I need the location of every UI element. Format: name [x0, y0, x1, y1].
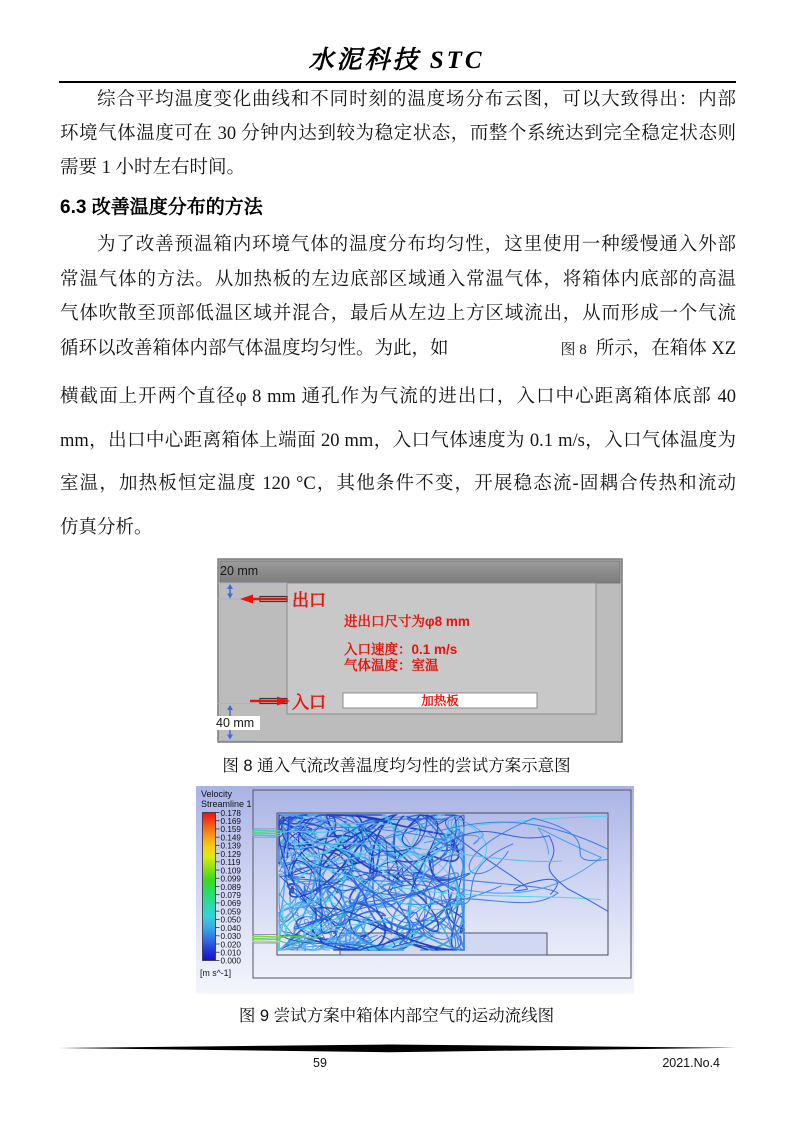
dimension-bottom-label: 40 mm	[216, 716, 255, 730]
section-heading: 6.3 改善温度分布的方法	[60, 197, 263, 218]
streamline-path	[253, 830, 280, 831]
body-text: 所示，在箱体 XZ	[595, 338, 736, 359]
legend-value: 0.079	[220, 891, 241, 900]
legend-value: 0.050	[220, 915, 241, 925]
legend-value: 0.000	[220, 956, 241, 966]
paragraph-1	[60, 83, 736, 185]
body-line: 需要 1 小时左右时间。	[60, 158, 246, 178]
legend-value: 0.040	[220, 923, 241, 933]
footer-rule-shape	[59, 1045, 736, 1053]
legend-value: 0.169	[220, 817, 241, 826]
streamline-path	[253, 941, 280, 942]
legend-colorbar	[203, 813, 216, 961]
body-text: 循环以改善箱体内部气体温度均匀性。为此，如	[60, 338, 449, 359]
dimension-top-label: 20 mm	[220, 564, 259, 578]
legend-title: Velocity	[201, 789, 233, 799]
body-line: 环境气体温度可在 30 分钟内达到较为稳定状态，而整个系统达到完全稳定状态则	[60, 124, 736, 144]
box-top-lid	[220, 561, 620, 583]
legend-subtitle: Streamline 1	[201, 799, 252, 809]
paragraph-2-upper	[60, 228, 736, 366]
streamline-path	[253, 833, 280, 834]
legend-value: 0.129	[220, 849, 241, 859]
legend-value: 0.159	[220, 825, 241, 835]
body-line: mm，出口中心距离箱体上端面 20 mm，入口气体速度为 0.1 m/s，入口气体温度为	[60, 430, 736, 451]
body-line: 常温气体的方法。从加热板的左边底部区域通入常温气体，将箱体内底部的高温	[60, 269, 736, 290]
legend-value: 0.119	[220, 858, 241, 868]
legend-value: 0.020	[220, 940, 241, 950]
figure9-streamline-plot	[196, 786, 634, 994]
figure8-cross-reference: 图 8	[560, 341, 587, 358]
legend-value: 0.149	[220, 833, 241, 843]
note-port-size: 进出口尺寸为φ8 mm	[344, 614, 470, 629]
body-line: 室温，加热板恒定温度 120 °C，其他条件不变，开展稳态流-固耦合传热和流动	[60, 474, 736, 494]
footer-rule	[59, 1044, 736, 1054]
legend-unit: [m s^-1]	[200, 968, 232, 978]
body-line: 综合平均温度变化曲线和不同时刻的温度场分布云图，可以大致得出：内部	[97, 90, 736, 110]
legend-value: 0.139	[220, 841, 241, 851]
note-inlet-velocity: 入口速度：0.1 m/s	[344, 642, 458, 657]
body-line: 仿真分析。	[60, 517, 153, 538]
body-line-with-reference	[60, 332, 736, 367]
streamline-path	[253, 939, 280, 940]
figure8-schematic	[204, 551, 634, 747]
issue-number: 2021.No.4	[662, 1056, 720, 1070]
page-number: 59	[313, 1056, 327, 1070]
figure8-caption: 图 8 通入气流改善温度均匀性的尝试方案示意图	[222, 757, 571, 775]
legend-value: 0.178	[220, 808, 241, 818]
note-gas-temperature: 气体温度：室温	[344, 658, 439, 673]
inlet-label: 入口	[292, 693, 326, 712]
streamline-path	[253, 936, 280, 937]
legend-value: 0.069	[220, 899, 241, 909]
legend-value: 0.089	[220, 882, 241, 892]
legend-value: 0.059	[220, 907, 241, 917]
body-line: 气体吹散至顶部低温区域并混合，最后从左边上方区域流出，从而形成一个气流	[60, 304, 736, 324]
figure9-caption: 图 9 尝试方案中箱体内部空气的运动流线图	[238, 1007, 555, 1025]
streamline-path	[253, 835, 280, 836]
body-line: 为了改善预温箱内环境气体的温度分布均匀性，这里使用一种缓慢通入外部	[97, 235, 736, 255]
body-line: 横截面上开两个直径φ 8 mm 通孔作为气流的进出口，入口中心距离箱体底部 40	[60, 387, 736, 407]
paragraph-2-lower	[60, 376, 736, 550]
outlet-label: 出口	[292, 591, 326, 610]
legend-value: 0.099	[220, 874, 241, 884]
legend-value: 0.010	[220, 948, 241, 958]
journal-title: 水泥科技 STC	[308, 47, 485, 74]
legend-value: 0.030	[220, 932, 241, 942]
legend-value: 0.109	[220, 866, 241, 876]
heater-label: 加热板	[421, 694, 459, 708]
